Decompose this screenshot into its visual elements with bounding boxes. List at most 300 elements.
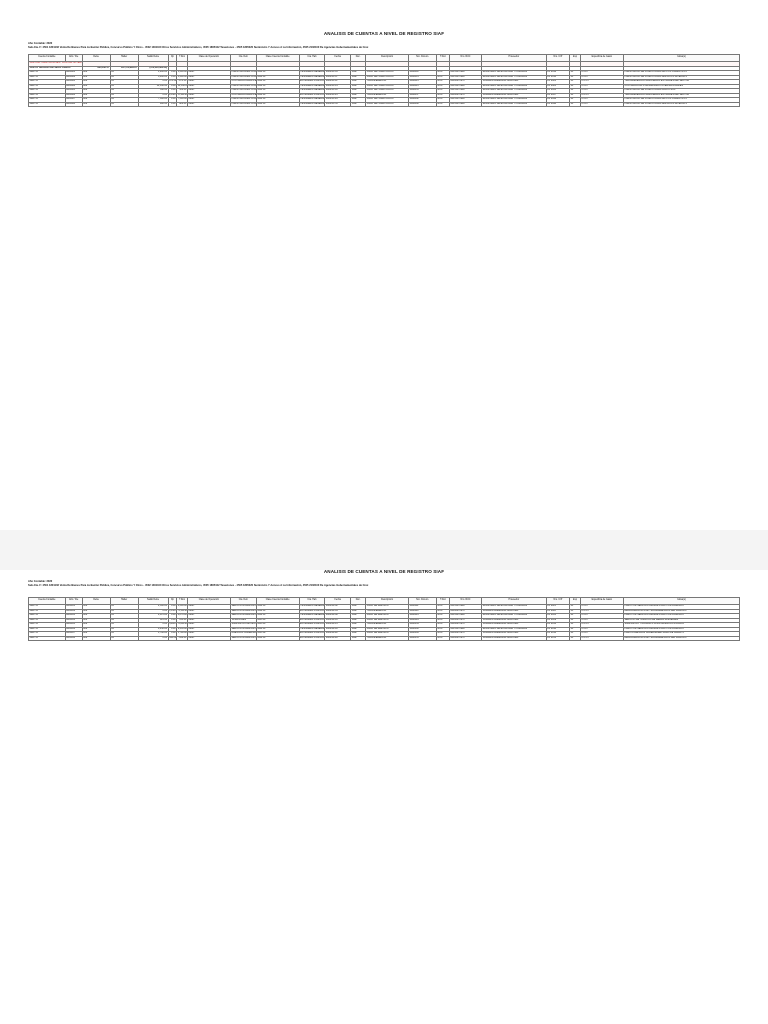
- table-cell: 20131370998: [449, 89, 481, 94]
- column-header: Nro. Docum.: [409, 598, 437, 605]
- table-cell: 20131370998: [449, 605, 481, 610]
- table-cell: 4502.01: [256, 75, 299, 80]
- table-cell: REGULARIZACIÓN DE TRANSFERENCIAS DEL PERIODO: [623, 636, 739, 641]
- table-cell: 2022 15: [29, 89, 66, 94]
- table-cell: 01: [570, 98, 581, 103]
- table-cell: 008: [82, 89, 110, 94]
- table-cell: 2,140.: [169, 93, 176, 96]
- table-cell: MINISTERIO DE ECONOMÍA Y FINANZAS: [482, 71, 546, 76]
- table-cell: 2,300.00: [138, 605, 168, 610]
- table-cell: HABILITACIONES CON: [231, 84, 257, 87]
- table-cell: 04: [110, 84, 138, 89]
- table-cell: 2022 15: [29, 627, 66, 632]
- table-cell: 0.00: [168, 614, 177, 619]
- table-cell: 2.4.1.3: [580, 93, 623, 98]
- table-cell: CP 0140: [546, 627, 570, 632]
- table-cell: 2022-02-02: [325, 605, 351, 610]
- table-cell: 0.00: [138, 623, 168, 628]
- table-cell: 008: [82, 627, 110, 632]
- column-header: Proveedor: [482, 55, 546, 62]
- table-cell: 4502.01: [256, 614, 299, 619]
- column-header: Nro. Docum.: [409, 55, 437, 62]
- table-cell: CP 0037: [546, 93, 570, 98]
- table-cell: 2022 15: [29, 98, 66, 103]
- column-header: Glosa(s): [623, 55, 739, 62]
- table-cell: 008: [82, 98, 110, 103]
- table-cell: 9,450.00: [177, 627, 187, 630]
- table-cell: 0000118: [409, 609, 437, 614]
- table-cell: CP 0031: [546, 89, 570, 94]
- column-header: Descripción: [366, 55, 409, 62]
- table-cell: 0.00: [138, 80, 168, 85]
- table-cell: ENTIDADES PÚBLICAS: [300, 632, 325, 634]
- table-cell: 01: [570, 89, 581, 94]
- table-cell: 0000140: [409, 627, 437, 632]
- column-header: T.Doc: [177, 55, 188, 62]
- table-cell: 01: [570, 623, 581, 628]
- column-header: Proveedor: [482, 598, 546, 605]
- table-cell: 2022 15: [29, 614, 66, 619]
- table-cell: 1,780.00: [138, 632, 168, 637]
- column-header: Nro. RUC: [449, 55, 481, 62]
- table-cell: SIAF: [351, 89, 366, 94]
- table-cell: 0.00: [168, 75, 177, 80]
- table-cell: 560.00: [177, 89, 188, 94]
- column-header: Doc.: [351, 55, 366, 62]
- table-cell: 4,870.00: [138, 614, 168, 619]
- table-cell: 008: [82, 80, 110, 85]
- table-cell: -2,140.00: [177, 93, 188, 96]
- table-cell: CERT: [187, 84, 230, 89]
- table-cell: 0.00: [168, 618, 177, 623]
- table-cell: 615.00: [138, 618, 168, 623]
- table-cell: SIAF: [351, 80, 366, 85]
- table-cell: 1,150.: [169, 609, 176, 612]
- table-cell: 2.3.2.7: [580, 618, 623, 623]
- table-cell: 2022-01-07: [325, 75, 351, 80]
- table-cell: 2.3.2.7: [580, 632, 623, 637]
- account-group-amount: 880,108.17: [82, 66, 110, 71]
- table-cell: 04: [110, 605, 138, 610]
- table-cell: SERVICIOS ADMINIST: [231, 614, 256, 616]
- table-cell: -1,150.00: [177, 609, 188, 612]
- table-cell: SIAF: [351, 93, 366, 98]
- table-cell: 20131370998: [449, 627, 481, 632]
- table-cell: 04: [110, 632, 138, 637]
- table-cell: 4502.01: [256, 89, 299, 94]
- table-cell: 0000001: [65, 71, 82, 76]
- table-cell: 3,480.00: [138, 75, 168, 80]
- column-header: Nro. C/P: [546, 55, 570, 62]
- table-cell: 0000112: [409, 605, 437, 610]
- table-cell: TRANSFERENCIA: [366, 609, 409, 614]
- table-cell: 01: [570, 71, 581, 76]
- table-cell: HABILITACIONES CON: [231, 98, 257, 100]
- table-cell: TRANSFERENCIA: [366, 636, 409, 641]
- table-cell: SUPERINTENDENCIA NACIONAL: [482, 93, 546, 98]
- report-year: Año Contable: 2022: [28, 42, 53, 45]
- table-cell: CP 0025: [546, 84, 570, 89]
- table-cell: 4505.01: [256, 623, 299, 628]
- table-header-row: [29, 55, 740, 62]
- ledger-table: [28, 54, 740, 107]
- table-cell: CERT: [187, 75, 230, 80]
- table-cell: 2022-02-10: [325, 618, 351, 623]
- table-cell: 0.00: [138, 609, 168, 614]
- ledger-table: [28, 597, 740, 641]
- table-cell: 01: [570, 80, 581, 85]
- table-cell: PAGO DE HABILITACIÓN: [366, 89, 409, 94]
- table-cell: 008: [82, 636, 110, 641]
- table-cell: 0000106: [65, 627, 82, 632]
- table-cell: SUPERINTENDENCIA NACIONAL: [482, 618, 546, 623]
- account-group-label: 4502 2301 HABILITACIONES / CONTRIB. EXTERNAS: [29, 62, 83, 64]
- table-cell: SUPERINTENDENCIA NACIONAL: [482, 80, 546, 85]
- table-cell: 0000008: [65, 102, 82, 107]
- table-row: [29, 102, 740, 107]
- table-cell: 01: [570, 627, 581, 632]
- table-cell: 4502.01: [256, 71, 299, 76]
- table-cell: 0000005: [65, 89, 82, 94]
- table-cell: TESORERÍA GENERAL: [300, 89, 325, 91]
- table-cell: 2.4.1.3: [580, 623, 623, 628]
- table-cell: 2022 15: [29, 623, 66, 628]
- table-cell: 20100070970: [449, 618, 481, 623]
- table-cell: TESORERÍA GENERAL: [300, 75, 325, 78]
- table-cell: 04: [110, 71, 138, 76]
- table-cell: 20100070970: [449, 93, 481, 98]
- table-cell: -875.50: [178, 80, 187, 82]
- table-cell: 2022-02-08: [325, 614, 351, 619]
- table-cell: 0000025: [409, 84, 437, 89]
- column-header: Especifica de Gasto: [580, 55, 623, 62]
- column-header: Saldo Debe: [138, 55, 168, 62]
- table-cell: 2.4.1.3: [580, 80, 623, 85]
- table-cell: 4505.01: [256, 618, 299, 623]
- table-cell: 2.3.2.7: [580, 75, 623, 80]
- column-header: Debe: [82, 55, 110, 62]
- table-cell: 0000104: [65, 618, 82, 623]
- table-cell: 04: [110, 75, 138, 80]
- table-cell: MINISTERIO DE ECONOMÍA Y FINANZAS: [482, 98, 546, 103]
- report-subaccounts: Sub-Cta. F: 4501 1801102 Venta De Bienes Para Licitación Pública, Concurso Público Y Otros - 4502 1301100 Otros Servicios Administrativos, 4505 1805102 Tasaciones - 4505 1805220 Suministro Y Acceso A La Información, 4505 2102100 De Agencias Gubernamentales de Crec: [28, 584, 369, 587]
- table-cell: RUC: [437, 609, 450, 614]
- table-cell: 2.3.2.7: [580, 89, 623, 94]
- table-cell: 2022 15: [29, 618, 66, 623]
- table-cell: 2022-01-14: [325, 84, 351, 89]
- table-cell: 04: [110, 627, 138, 632]
- table-cell: 0000108: [65, 636, 82, 641]
- table-cell: 008: [82, 614, 110, 619]
- table-cell: 2022 15: [29, 636, 66, 641]
- column-header: Año / Fte: [65, 598, 82, 605]
- table-cell: SIAF: [351, 618, 366, 623]
- table-cell: TRANSFERENCIA: [366, 80, 409, 85]
- column-header: Exp: [570, 598, 581, 605]
- table-cell: HABILITACIONES CON: [231, 71, 257, 73]
- table-cell: HABILITACIÓN DE FONDOS PARA CAJA CHICA: [623, 89, 739, 94]
- table-cell: 008: [82, 102, 110, 107]
- table-cell: ENTIDADES PÚBLICAS: [300, 609, 325, 612]
- table-cell: 0000021: [409, 80, 437, 85]
- table-cell: ENTIDADES PÚBLICAS: [300, 636, 325, 639]
- table-cell: 0.00: [138, 636, 168, 641]
- table-cell: 2022 15: [29, 632, 66, 637]
- table-cell: 20100070970: [449, 632, 481, 637]
- table-cell: 980.00: [138, 102, 168, 107]
- table-cell: 0000103: [65, 614, 82, 619]
- table-cell: 0.00: [168, 627, 177, 632]
- table-cell: PAGO DE HABILITACIÓN: [366, 75, 409, 80]
- table-cell: RUC: [437, 75, 450, 80]
- table-cell: TESORERÍA GENERAL: [300, 627, 325, 630]
- table-cell: 2022-02-15: [325, 623, 351, 628]
- table-cell: 01: [570, 618, 581, 623]
- table-cell: 0000102: [65, 609, 82, 614]
- table-cell: 560.00: [138, 89, 168, 94]
- table-cell: 008: [82, 71, 110, 76]
- table-cell: 1,200.00: [138, 71, 168, 76]
- table-cell: CP 0048: [546, 102, 570, 107]
- report-title: ANALISIS DE CUENTAS A NIVEL DE REGISTRO SIAF: [323, 569, 445, 574]
- table-cell: 0000037: [409, 93, 437, 98]
- table-cell: 3,200.: [169, 623, 176, 625]
- table-cell: TESORERÍA GENERAL: [300, 84, 325, 87]
- table-cell: 2022 15: [29, 80, 66, 85]
- table-cell: 2022-01-05: [325, 71, 351, 76]
- table-cell: SIAF: [351, 98, 366, 103]
- table-cell: 4502.01: [256, 84, 299, 89]
- table-cell: 01: [570, 632, 581, 637]
- column-header: Nro. RUC: [449, 598, 481, 605]
- table-cell: CERT: [187, 623, 230, 628]
- column-header: Cta. Hab: [299, 55, 325, 62]
- table-cell: RUC: [437, 102, 450, 107]
- table-cell: SIAF: [351, 84, 366, 89]
- table-cell: 2022-02-28: [325, 636, 351, 641]
- table-cell: PAGO A AGENCIAS GUBERNAMENTALES DE CRÉDITO: [623, 632, 739, 637]
- table-cell: HABILITACIÓN DE FONDOS PARA GASTOS OPERATIVOS: [623, 71, 739, 76]
- table-cell: 0000151: [409, 636, 437, 641]
- table-cell: 2022 15: [29, 609, 66, 614]
- table-cell: HABILITACIONES CON: [231, 89, 257, 91]
- table-cell: RUC: [437, 618, 450, 623]
- table-cell: 0.00: [168, 84, 177, 89]
- table-cell: 008: [82, 609, 110, 614]
- table-cell: PAGO POR SERVICIOS ADMINISTRATIVOS DIVERSOS: [623, 605, 739, 610]
- table-cell: CERT: [187, 605, 230, 610]
- table-cell: 2,300.00: [177, 605, 187, 607]
- table-cell: 0.00: [168, 102, 177, 107]
- table-cell: 0000031: [409, 89, 437, 94]
- table-cell: 008: [82, 632, 110, 637]
- table-cell: ENTIDADES PÚBLICAS: [300, 93, 325, 96]
- table-cell: SIAF: [351, 102, 366, 107]
- table-cell: CERT: [187, 71, 230, 76]
- table-cell: CERT: [187, 609, 230, 614]
- table-cell: CERT: [187, 102, 230, 107]
- table-cell: SIAF: [351, 605, 366, 610]
- table-cell: ENTIDADES PÚBLICAS: [300, 623, 325, 625]
- report-title: ANALISIS DE CUENTAS A NIVEL DE REGISTRO SIAF: [323, 31, 445, 36]
- table-cell: 980.00: [177, 102, 188, 107]
- table-cell: TESORERÍA GENERAL: [300, 605, 325, 607]
- table-cell: SUPERINTENDENCIA NACIONAL: [482, 623, 546, 628]
- table-header-row: [29, 598, 740, 605]
- table-cell: 4502.01: [256, 609, 299, 614]
- table-cell: RUC: [437, 605, 450, 610]
- table-cell: 2.4.1.3: [580, 609, 623, 614]
- table-cell: PAGO DE HABILITACIÓN: [366, 84, 409, 89]
- table-cell: 0.00: [138, 93, 168, 98]
- table-cell: 0.00: [168, 632, 177, 637]
- table-cell: CERT: [187, 98, 230, 103]
- page-separator: [0, 530, 768, 570]
- table-cell: SERVICIOS ADMINIST: [231, 609, 256, 612]
- table-cell: 4502.01: [256, 636, 299, 641]
- column-header: Exp: [570, 55, 581, 62]
- column-header: Clase de Operación: [187, 598, 230, 605]
- table-cell: HABILITACIONES CON: [231, 102, 257, 105]
- table-cell: CERT: [187, 636, 230, 641]
- table-cell: 2.3.2.7: [580, 614, 623, 619]
- table-cell: PAGO DE SERVICIO: [366, 618, 409, 623]
- table-cell: TRANSFERENCIA FINANCIERA A ENTIDADES DEL SECTOR: [623, 80, 739, 85]
- table-cell: SIAF: [351, 627, 366, 632]
- table-cell: CERT: [187, 632, 230, 637]
- column-header: Haber: [110, 598, 138, 605]
- table-cell: RUC: [437, 89, 450, 94]
- table-cell: 04: [110, 102, 138, 107]
- table-cell: SIAF: [351, 623, 366, 628]
- table-cell: CP 0112: [546, 605, 570, 610]
- table-cell: 0000134: [409, 623, 437, 628]
- table-cell: 2022 15: [29, 84, 66, 89]
- table-cell: 615.00: [177, 618, 188, 623]
- table-cell: 04: [110, 80, 138, 85]
- table-cell: 0000014: [409, 75, 437, 80]
- table-cell: 7,300.00: [138, 98, 168, 103]
- table-cell: HABILITACIÓN DE FONDOS PARA SERVICIOS DIVERSOS: [623, 102, 739, 107]
- table-cell: MINISTERIO DE ECONOMÍA Y FINANZAS: [482, 75, 546, 80]
- table-cell: 20131370998: [449, 71, 481, 76]
- table-cell: 2.3.2.7: [580, 98, 623, 103]
- table-cell: 01: [570, 636, 581, 641]
- table-cell: 2022-02-22: [325, 632, 351, 637]
- table-cell: 2.3.2.7: [580, 71, 623, 76]
- table-cell: MINISTERIO DE ECONOMÍA Y FINANZAS: [482, 605, 546, 610]
- table-cell: 20100070970: [449, 609, 481, 614]
- table-cell: CP 0123: [546, 614, 570, 619]
- table-cell: 01: [570, 614, 581, 619]
- column-header: Haber: [110, 55, 138, 62]
- table-cell: 4502.01: [256, 627, 299, 632]
- column-header: T.Doc: [437, 598, 450, 605]
- table-cell: 04: [110, 623, 138, 628]
- table-cell: 008: [82, 605, 110, 610]
- table-cell: 20131370998: [449, 98, 481, 103]
- table-cell: 0000107: [65, 632, 82, 637]
- table-cell: 04: [110, 93, 138, 98]
- table-cell: 01: [570, 609, 581, 614]
- column-header: Op: [168, 598, 177, 605]
- table-cell: 2022-01-11: [325, 80, 351, 85]
- table-cell: CP 0021: [546, 80, 570, 85]
- column-header: Saldo Debe: [138, 598, 168, 605]
- column-header: T.Doc: [177, 598, 188, 605]
- table-cell: ENTIDADES PÚBLICAS: [300, 618, 325, 621]
- table-cell: 2022 15: [29, 102, 66, 107]
- table-cell: TESORERÍA GENERAL: [300, 102, 325, 105]
- table-cell: 2.4.1.3: [580, 636, 623, 641]
- table-cell: 20131370998: [449, 614, 481, 619]
- table-cell: 7,300.00: [177, 98, 187, 100]
- table-cell: 20100070970: [449, 623, 481, 628]
- table-cell: 04: [110, 89, 138, 94]
- column-header: Cuenta Contable: [29, 598, 66, 605]
- column-header: Fecha: [325, 55, 351, 62]
- table-cell: SIAF: [351, 614, 366, 619]
- column-header: Cta. Deb: [230, 55, 256, 62]
- table-cell: 0000101: [65, 605, 82, 610]
- table-cell: 0000002: [65, 75, 82, 80]
- table-cell: SIAF: [351, 632, 366, 637]
- table-cell: CERT: [187, 93, 230, 98]
- column-header: Especifica de Gasto: [580, 598, 623, 605]
- table-cell: 0.00: [168, 98, 177, 103]
- table-cell: 0000123: [409, 614, 437, 619]
- table-cell: 0000007: [65, 98, 82, 103]
- table-cell: SIAF: [351, 75, 366, 80]
- table-cell: 2.3.2.7: [580, 627, 623, 632]
- table-cell: RUC: [437, 632, 450, 637]
- table-cell: RUC: [437, 80, 450, 85]
- table-cell: PAGO DE HABILITACIÓN: [366, 71, 409, 76]
- table-cell: -3,200.00: [177, 623, 188, 625]
- table-cell: 0000004: [65, 84, 82, 89]
- table-cell: 0.00: [168, 89, 177, 94]
- table-cell: SIAF: [351, 636, 366, 641]
- table-cell: CP 0129: [546, 618, 570, 623]
- table-cell: 9,450.00: [138, 627, 168, 632]
- table-cell: HABILITACIONES CON: [231, 75, 257, 78]
- table-cell: 0000042: [409, 98, 437, 103]
- column-header: Fecha: [325, 598, 351, 605]
- table-cell: RUC: [437, 84, 450, 89]
- table-cell: 875.50: [169, 80, 177, 82]
- table-cell: HABILITACIÓN DE FONDOS PARA SERVICIOS DIVERSOS: [623, 75, 739, 80]
- table-cell: TASACIONES: [230, 618, 256, 623]
- table-cell: 1,780.00: [177, 632, 187, 634]
- table-cell: CONTRIBUCIONES A: [231, 93, 255, 96]
- table-cell: 04: [110, 98, 138, 103]
- table-cell: 01: [570, 605, 581, 610]
- table-cell: PAGO DE HABILITACIÓN: [366, 102, 409, 107]
- table-cell: 4502.01: [256, 605, 299, 610]
- table-cell: SUMINISTRO DE INFO: [231, 623, 256, 625]
- table-cell: CP 0118: [546, 609, 570, 614]
- column-header: Clase Cuenta Contable: [256, 55, 299, 62]
- table-cell: MINISTERIO DE ECONOMÍA Y FINANZAS: [482, 102, 546, 107]
- table-cell: 2.3.2.7: [580, 102, 623, 107]
- table-cell: 12,650.00: [177, 84, 188, 87]
- table-cell: 20131370998: [449, 84, 481, 89]
- table-cell: MINISTERIO DE ECONOMÍA Y FINANZAS: [482, 614, 546, 619]
- table-cell: 04: [110, 636, 138, 641]
- table-cell: CONTRIBUCIÓN A ORGANISMOS INTERNACIONALES: [623, 84, 739, 89]
- account-group-amount: (150,000,080.36): [138, 66, 168, 71]
- column-header: Doc.: [351, 598, 366, 605]
